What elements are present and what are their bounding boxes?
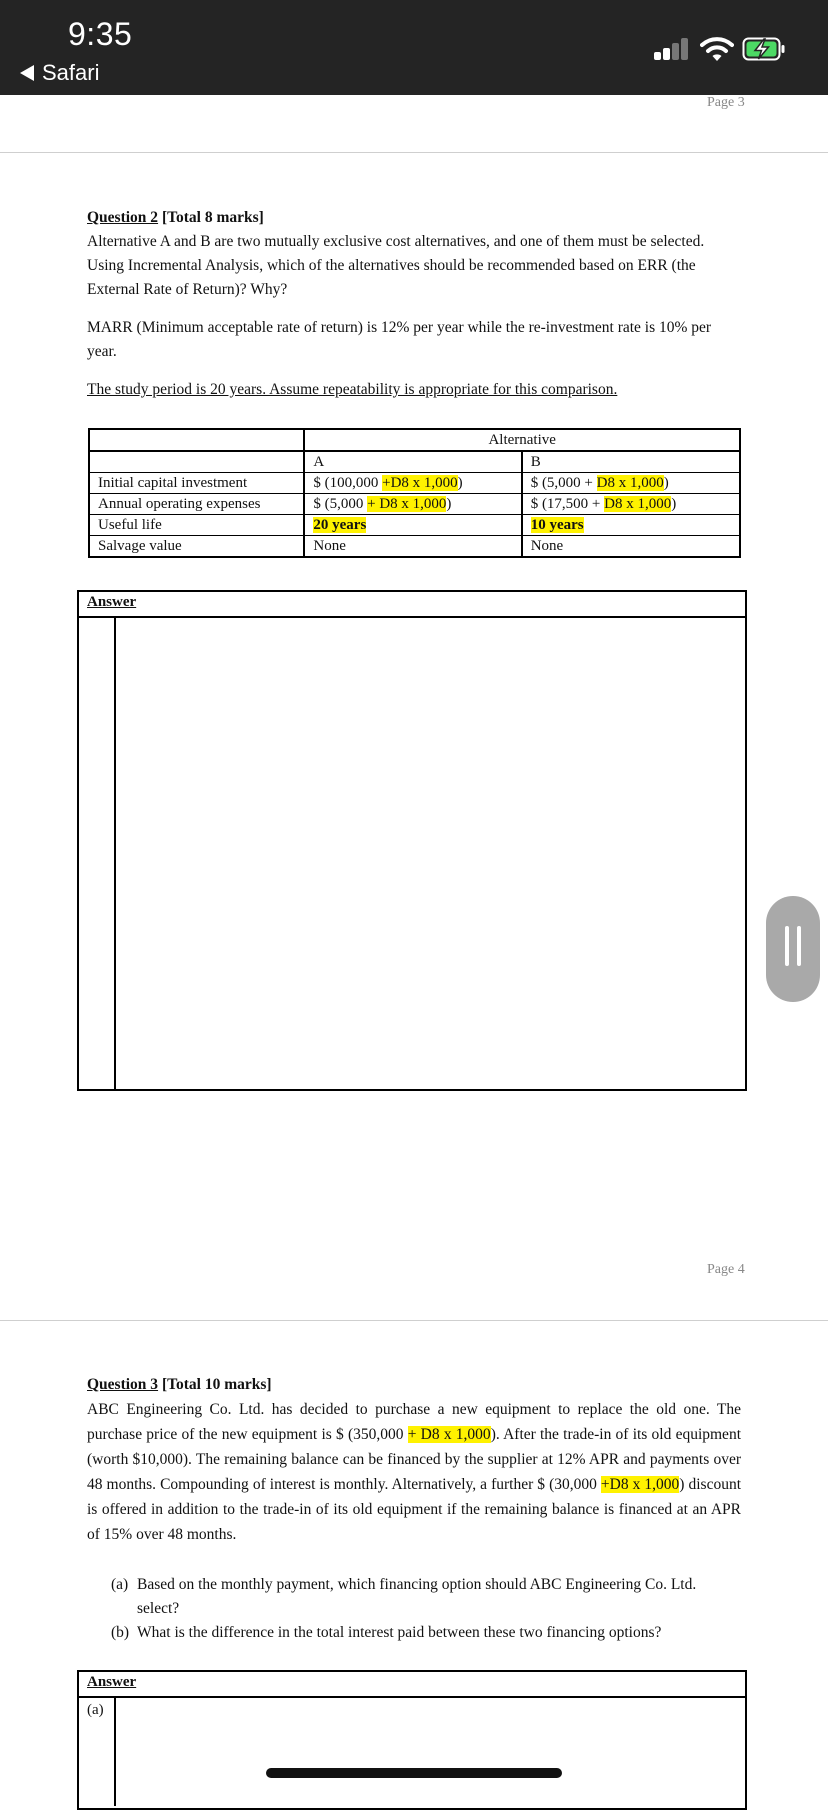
cell-b-text: $ (5,000 + [530, 475, 597, 491]
part-a-text: Based on the monthly payment, which financing option should ABC Engineering Co. Ltd. select? [137, 1576, 697, 1617]
cell-b-close: ) [671, 496, 677, 512]
wifi-icon [700, 36, 734, 62]
handle-grip-right [797, 926, 801, 966]
scroll-handle[interactable] [766, 896, 820, 1002]
q3-answer-row-a: (a) [87, 1702, 104, 1718]
table-header-b: B [522, 451, 740, 473]
cell-b [522, 473, 740, 494]
q2-answer-label: Answer [87, 594, 137, 610]
row-label: Annual operating expenses [89, 494, 304, 515]
part-b-text: What is the difference in the total interest paid between these two financing options? [137, 1624, 662, 1641]
q3-answer-label: Answer [87, 1674, 137, 1690]
page-divider [0, 1320, 828, 1321]
q3-text-3: ) discount is offered in addition to the trade-in of its old equipment if the remaining balance is financed at an APR of 15% over 48 months. [87, 1476, 741, 1543]
table-header-a: A [304, 451, 521, 473]
answer-margin-line [114, 616, 116, 1091]
question-2-title: Question 2 [87, 209, 159, 226]
answer-header-line [77, 616, 747, 618]
cell-a [304, 473, 521, 494]
status-time: 9:35 [68, 16, 133, 52]
table-blank-cell [89, 451, 304, 473]
parts-list [111, 1573, 741, 1645]
cell-b [522, 515, 740, 536]
cell-b-highlight: D8 x 1,000 [596, 475, 664, 491]
cell-b: None [522, 536, 740, 558]
table-group-header: Alternative [304, 429, 740, 451]
battery-charging-icon [742, 37, 786, 61]
answer-header-line [77, 1696, 747, 1698]
back-app-label: Safari [42, 60, 100, 85]
answer-margin-line [114, 1696, 116, 1806]
cell-a [304, 494, 521, 515]
cell-b-highlight: 10 years [530, 517, 584, 533]
question-3-parts [111, 1573, 741, 1645]
question-3-title: Question 3 [87, 1376, 159, 1393]
q2-answer-box[interactable] [77, 590, 747, 1091]
row-label: Useful life [89, 515, 304, 536]
cell-a: None [304, 536, 521, 558]
cell-b-text: $ (17,500 + [530, 496, 605, 512]
alternatives-table [88, 428, 741, 558]
part-a-label: (a) [111, 1576, 129, 1593]
page-number: Page 3 [707, 95, 745, 110]
page-number: Page 4 [707, 1262, 745, 1277]
question-3-marks: [Total 10 marks] [161, 1376, 272, 1393]
table-row [89, 536, 740, 558]
cell-a [304, 515, 521, 536]
question-3-heading [87, 1372, 741, 1397]
home-indicator[interactable] [266, 1768, 562, 1778]
cell-a-close: ) [446, 496, 452, 512]
part-b-label: (b) [111, 1624, 130, 1641]
cellular-signal-icon [654, 38, 690, 60]
question-3 [87, 1372, 741, 1547]
question-2-marks: [Total 8 marks] [161, 209, 264, 226]
cell-b-highlight: D8 x 1,000 [604, 496, 672, 512]
cell-b [522, 494, 740, 515]
cell-a-highlight: 20 years [313, 517, 367, 533]
back-arrow-icon [20, 65, 34, 81]
table-row [89, 515, 740, 536]
status-bar [0, 0, 828, 95]
cell-b-close: ) [663, 475, 669, 491]
q3-text-1: ABC Engineering Co. Ltd. has decided to purchase a new equipment to replace the old one. The purchase price of the new equipment is $ (350,000 [87, 1401, 741, 1443]
question-2-heading [87, 206, 741, 230]
table-row [89, 494, 740, 515]
cell-a-text: $ (5,000 [313, 496, 368, 512]
cell-a-highlight: +D8 x 1,000 [382, 475, 458, 491]
table-row [89, 473, 740, 494]
question-2 [87, 206, 741, 402]
question-2-marr: MARR (Minimum acceptable rate of return) is 12% per year while the re-investment rate is 10% per year. [87, 319, 712, 360]
back-to-app-button[interactable] [20, 60, 99, 86]
row-label: Salvage value [89, 536, 304, 558]
page-divider [0, 152, 828, 153]
cell-a-text: $ (100,000 [313, 475, 383, 491]
q3-highlight-2: +D8 x 1,000 [600, 1476, 680, 1493]
question-2-description: Alternative A and B are two mutually exclusive cost alternatives, and one of them must be selected. Using Incremental Analysis, which of the alternatives should be recommended based on ERR (the External Rate of Return)? Why? [87, 233, 705, 298]
question-2-study-period: The study period is 20 years. Assume repeatability is appropriate for this comparison. [87, 381, 618, 398]
q3-answer-box[interactable] [77, 1670, 747, 1810]
handle-grip-left [785, 926, 789, 966]
q3-text-2: ). After the trade-in of its old equipment (worth $10,000). The remaining balance can be financed by the supplier at 12% APR and payments over 48 months. Compounding of interest is monthly. Alternatively, a further $ (30,000 [87, 1426, 741, 1493]
row-label: Initial capital investment [89, 473, 304, 494]
question-3-description [87, 1397, 741, 1547]
cell-a-close: ) [457, 475, 463, 491]
q3-highlight-1: + D8 x 1,000 [407, 1426, 491, 1443]
part-a [111, 1573, 741, 1621]
cell-a-highlight: + D8 x 1,000 [367, 496, 447, 512]
table-corner-cell [89, 429, 304, 451]
part-b [111, 1621, 741, 1645]
